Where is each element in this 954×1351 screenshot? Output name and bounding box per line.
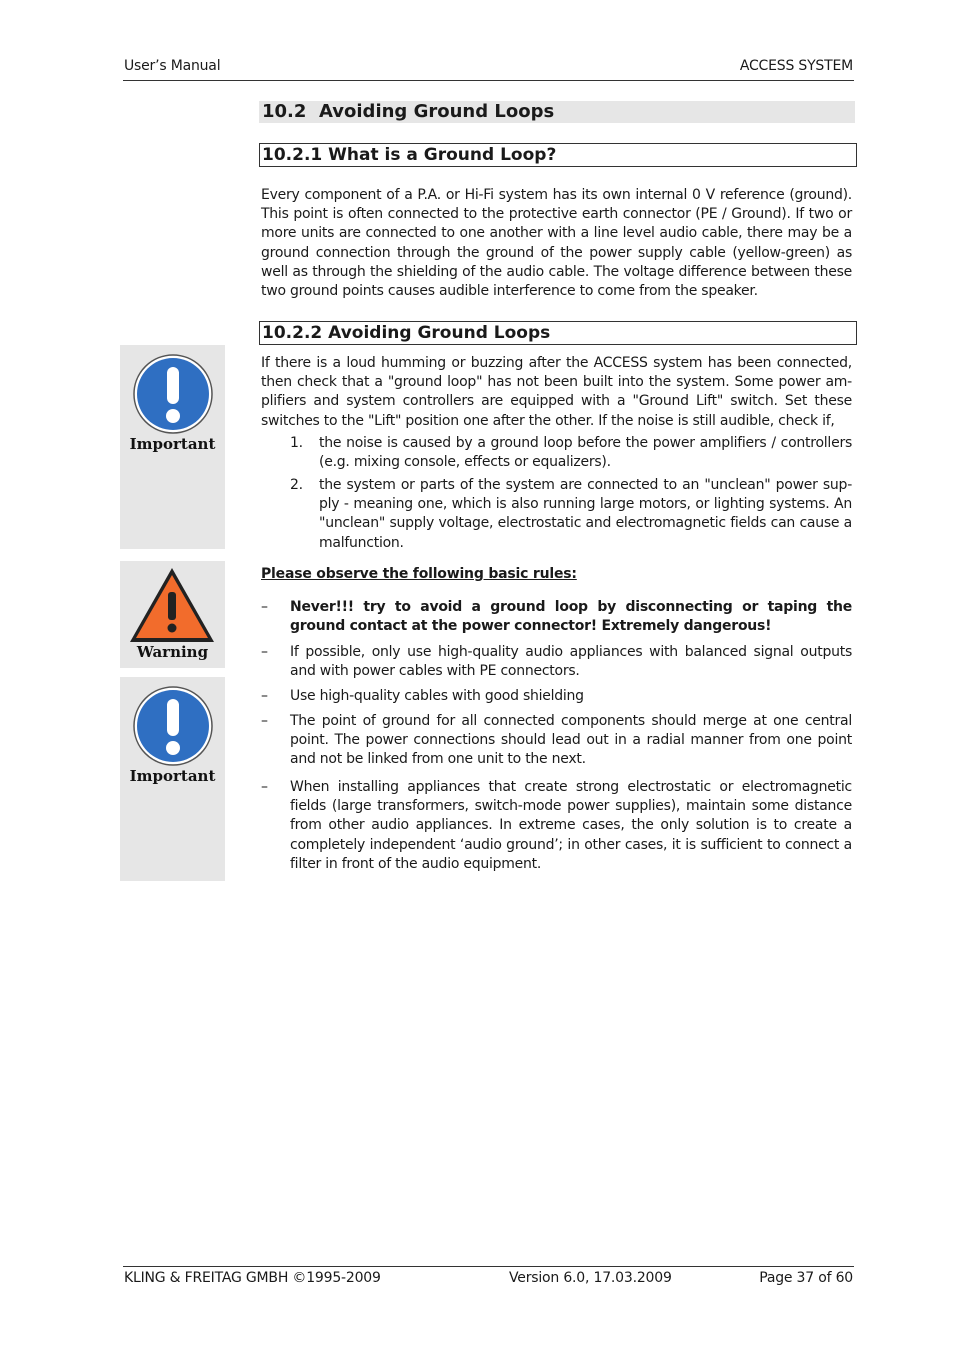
- list-item: [261, 687, 852, 707]
- list-item: [261, 778, 852, 876]
- warning-callout: [120, 561, 225, 668]
- bullet-text: Never!!! try to avoid a ground loop by disconnecting or taping the ground contact at the power connector! Extremely dangerous!: [290, 599, 852, 635]
- list-item: [261, 643, 852, 683]
- warning-label: Warning: [136, 643, 209, 661]
- subsection-heading-2: 10.2.2 Avoiding Ground Loops: [259, 321, 857, 345]
- exclamation-circle-icon: [132, 685, 214, 767]
- list-number: 1.: [290, 435, 303, 451]
- section-number: 10.2: [262, 101, 307, 122]
- list-text: the system or parts of the system are connected to an "unclean" power sup-ply - meaning one, which is also running large motors, or lighting systems. An "unclean" supply voltage, electrostatic and electromagnetic fields can cause a malfunction.: [319, 477, 852, 551]
- header-rule: [123, 80, 854, 81]
- bullet-text: The point of ground for all connected components should merge at one central point. The power connections should lead out in a radial manner from one point and not be linked from one unit to the next.: [290, 713, 852, 768]
- list-item: [261, 598, 852, 638]
- warning-triangle-icon: [128, 566, 216, 644]
- bullet-text: If possible, only use high-quality audio appliances with balanced signal outputs and with power cables with PE connectors.: [290, 644, 852, 680]
- list-item: [261, 434, 852, 474]
- important-callout-1: [120, 345, 225, 549]
- section-heading: [259, 101, 855, 123]
- list-item: [261, 476, 852, 554]
- header-left: User’s Manual: [124, 58, 221, 74]
- header-right: ACCESS SYSTEM: [739, 58, 853, 74]
- rules-heading: Please observe the following basic rules:: [261, 566, 577, 582]
- bullet-dash: –: [261, 713, 268, 729]
- bullet-dash: –: [261, 644, 268, 660]
- subsection-heading-1: 10.2.1 What is a Ground Loop?: [259, 143, 857, 167]
- exclamation-circle-icon: [132, 353, 214, 435]
- paragraph-ground-loop: Every component of a P.A. or Hi-Fi system has its own internal 0 V reference (ground). This point is often connected to the protective earth connector (PE / Ground). If two or more units are connected to one another with a line level audio cable, there may be a ground connection through the ground of the power supply cable (yellow-green) as well as through the shielding of the audio cable. The voltage difference between these two ground points causes audible interference to come from the speaker.: [261, 187, 852, 300]
- bullet-text: Use high-quality cables with good shielding: [290, 688, 584, 704]
- list-number: 2.: [290, 477, 303, 493]
- list-text: the noise is caused by a ground loop before the power amplifiers / controllers (e.g. mixing console, effects or equalizers).: [319, 435, 852, 471]
- important-label: Important: [129, 435, 216, 453]
- bullet-dash: –: [261, 599, 268, 615]
- footer-left: KLING & FREITAG GMBH ©1995-2009: [124, 1270, 381, 1286]
- important-callout-2: [120, 677, 225, 881]
- footer-right: Page 37 of 60: [759, 1270, 853, 1286]
- bullet-dash: –: [261, 779, 268, 795]
- footer-rule: [123, 1266, 854, 1267]
- footer-center: Version 6.0, 17.03.2009: [509, 1270, 672, 1286]
- paragraph-avoiding: If there is a loud humming or buzzing after the ACCESS system has been connected, then check that a "ground loop" has not been built into the system. Some power am-plifiers and system controllers are equipped with a "Ground Lift" switch. Set these switches to the "Lift" position one after the other. If the noise is still audible, check if,: [261, 355, 852, 429]
- section-title: Avoiding Ground Loops: [319, 101, 555, 122]
- important-label: Important: [129, 767, 216, 785]
- bullet-text: When installing appliances that create strong electrostatic or electromagnetic fields (large transformers, switch-mode power supplies), maintain some distance from other audio appliances. In extreme cases, the only solution is to create a completely independent ‘audio ground’; in other cases, it is sufficient to connect a filter in front of the audio equipment.: [290, 779, 852, 872]
- list-item: [261, 712, 852, 772]
- bullet-dash: –: [261, 688, 268, 704]
